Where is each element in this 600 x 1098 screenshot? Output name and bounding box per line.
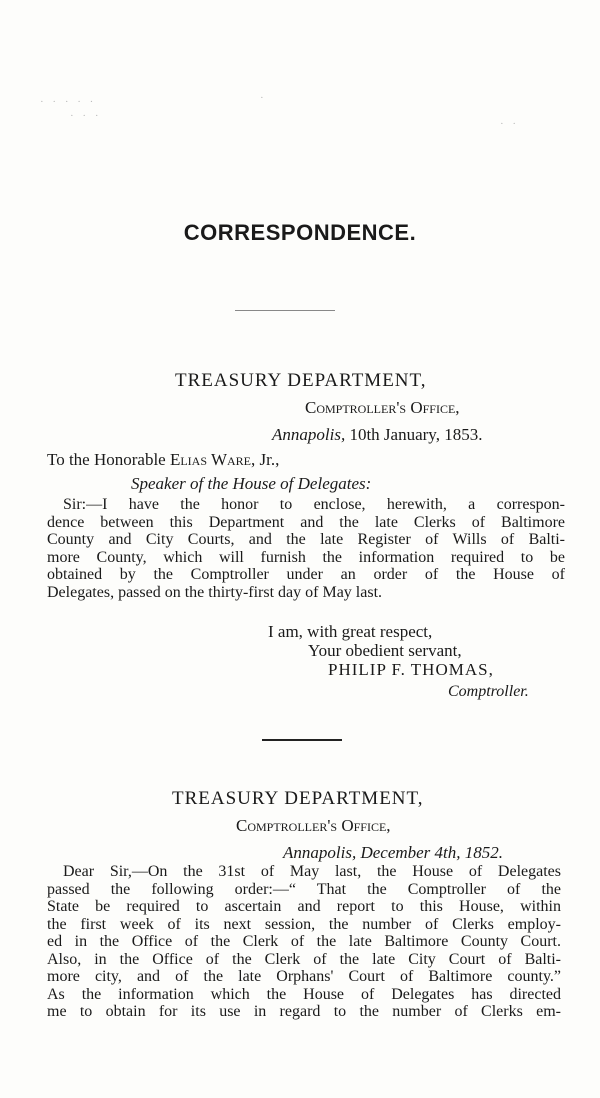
letter2-body-line: ed in the Office of the Clerk of the late Baltimore County Court. bbox=[47, 933, 561, 950]
letter1-place: Annapolis, bbox=[272, 425, 346, 444]
letter2-body-line: State be required to ascertain and report to this House, within bbox=[47, 898, 561, 915]
letter2-body-line: the first week of its next session, the number of Clerks employ- bbox=[47, 915, 561, 933]
scan-artifact-marks: · · · · · · · · · · · bbox=[40, 92, 520, 130]
letter1-place-date bbox=[272, 425, 482, 445]
letter2-body-line: me to obtain for its use in regard to the number of Clerks em- bbox=[47, 1003, 561, 1020]
letter1-addressee-title: Speaker of the House of Delegates: bbox=[131, 474, 372, 493]
letter1-body-line: dence between this Department and the late Clerks of Baltimore bbox=[47, 513, 565, 531]
letter1-addressee bbox=[47, 450, 279, 470]
letter1-body-line: County and City Courts, and the late Register of Wills of Balti- bbox=[47, 531, 565, 548]
letter1-office: Comptroller's Office, bbox=[305, 398, 460, 417]
addressee-name: Elias Ware bbox=[169, 450, 252, 469]
letter1-body bbox=[47, 496, 565, 601]
letter1-signature: PHILIP F. THOMAS, bbox=[328, 660, 494, 679]
letter2-body-line: As the information which the House of Delegates has directed bbox=[47, 985, 561, 1003]
letter2-body-line: more city, and of the late Orphans' Court of Baltimore county.” bbox=[47, 968, 561, 985]
letter1-department: TREASURY DEPARTMENT, bbox=[175, 370, 427, 391]
letter1-signature-title: Comptroller. bbox=[448, 683, 529, 700]
section-divider bbox=[235, 310, 335, 311]
page-title: CORRESPONDENCE. bbox=[183, 220, 417, 245]
letter1-body-line: obtained by the Comptroller under an order of the House of bbox=[47, 566, 565, 583]
letter2-body-line: Also, in the Office of the Clerk of the late City Court of Balti- bbox=[47, 950, 561, 968]
letter1-body-line: Delegates, passed on the thirty-first day of May last. bbox=[47, 583, 383, 601]
letter1-date: 10th January, 1853. bbox=[349, 425, 483, 444]
section-divider bbox=[262, 739, 342, 741]
addressee-suffix: , Jr., bbox=[251, 450, 280, 469]
letter1-closing2: Your obedient servant, bbox=[308, 641, 462, 660]
letter2-place-date: Annapolis, December 4th, 1852. bbox=[283, 843, 504, 862]
letter2-body bbox=[47, 863, 561, 1021]
letter1-body-line: Sir:—I have the honor to enclose, herewith, a correspon- bbox=[63, 496, 565, 513]
letter2-body-line: Dear Sir,—On the 31st of May last, the House of Delegates bbox=[63, 863, 561, 880]
letter2-department: TREASURY DEPARTMENT, bbox=[172, 788, 424, 809]
addressee-prefix: To the Honorable bbox=[47, 450, 166, 469]
letter1-closing1: I am, with great respect, bbox=[268, 622, 433, 641]
letter2-body-line: passed the following order:—“ That the Comptroller of the bbox=[47, 880, 561, 898]
letter1-body-line: more County, which will furnish the information required to be bbox=[47, 548, 565, 566]
letter2-office: Comptroller's Office, bbox=[236, 816, 391, 835]
